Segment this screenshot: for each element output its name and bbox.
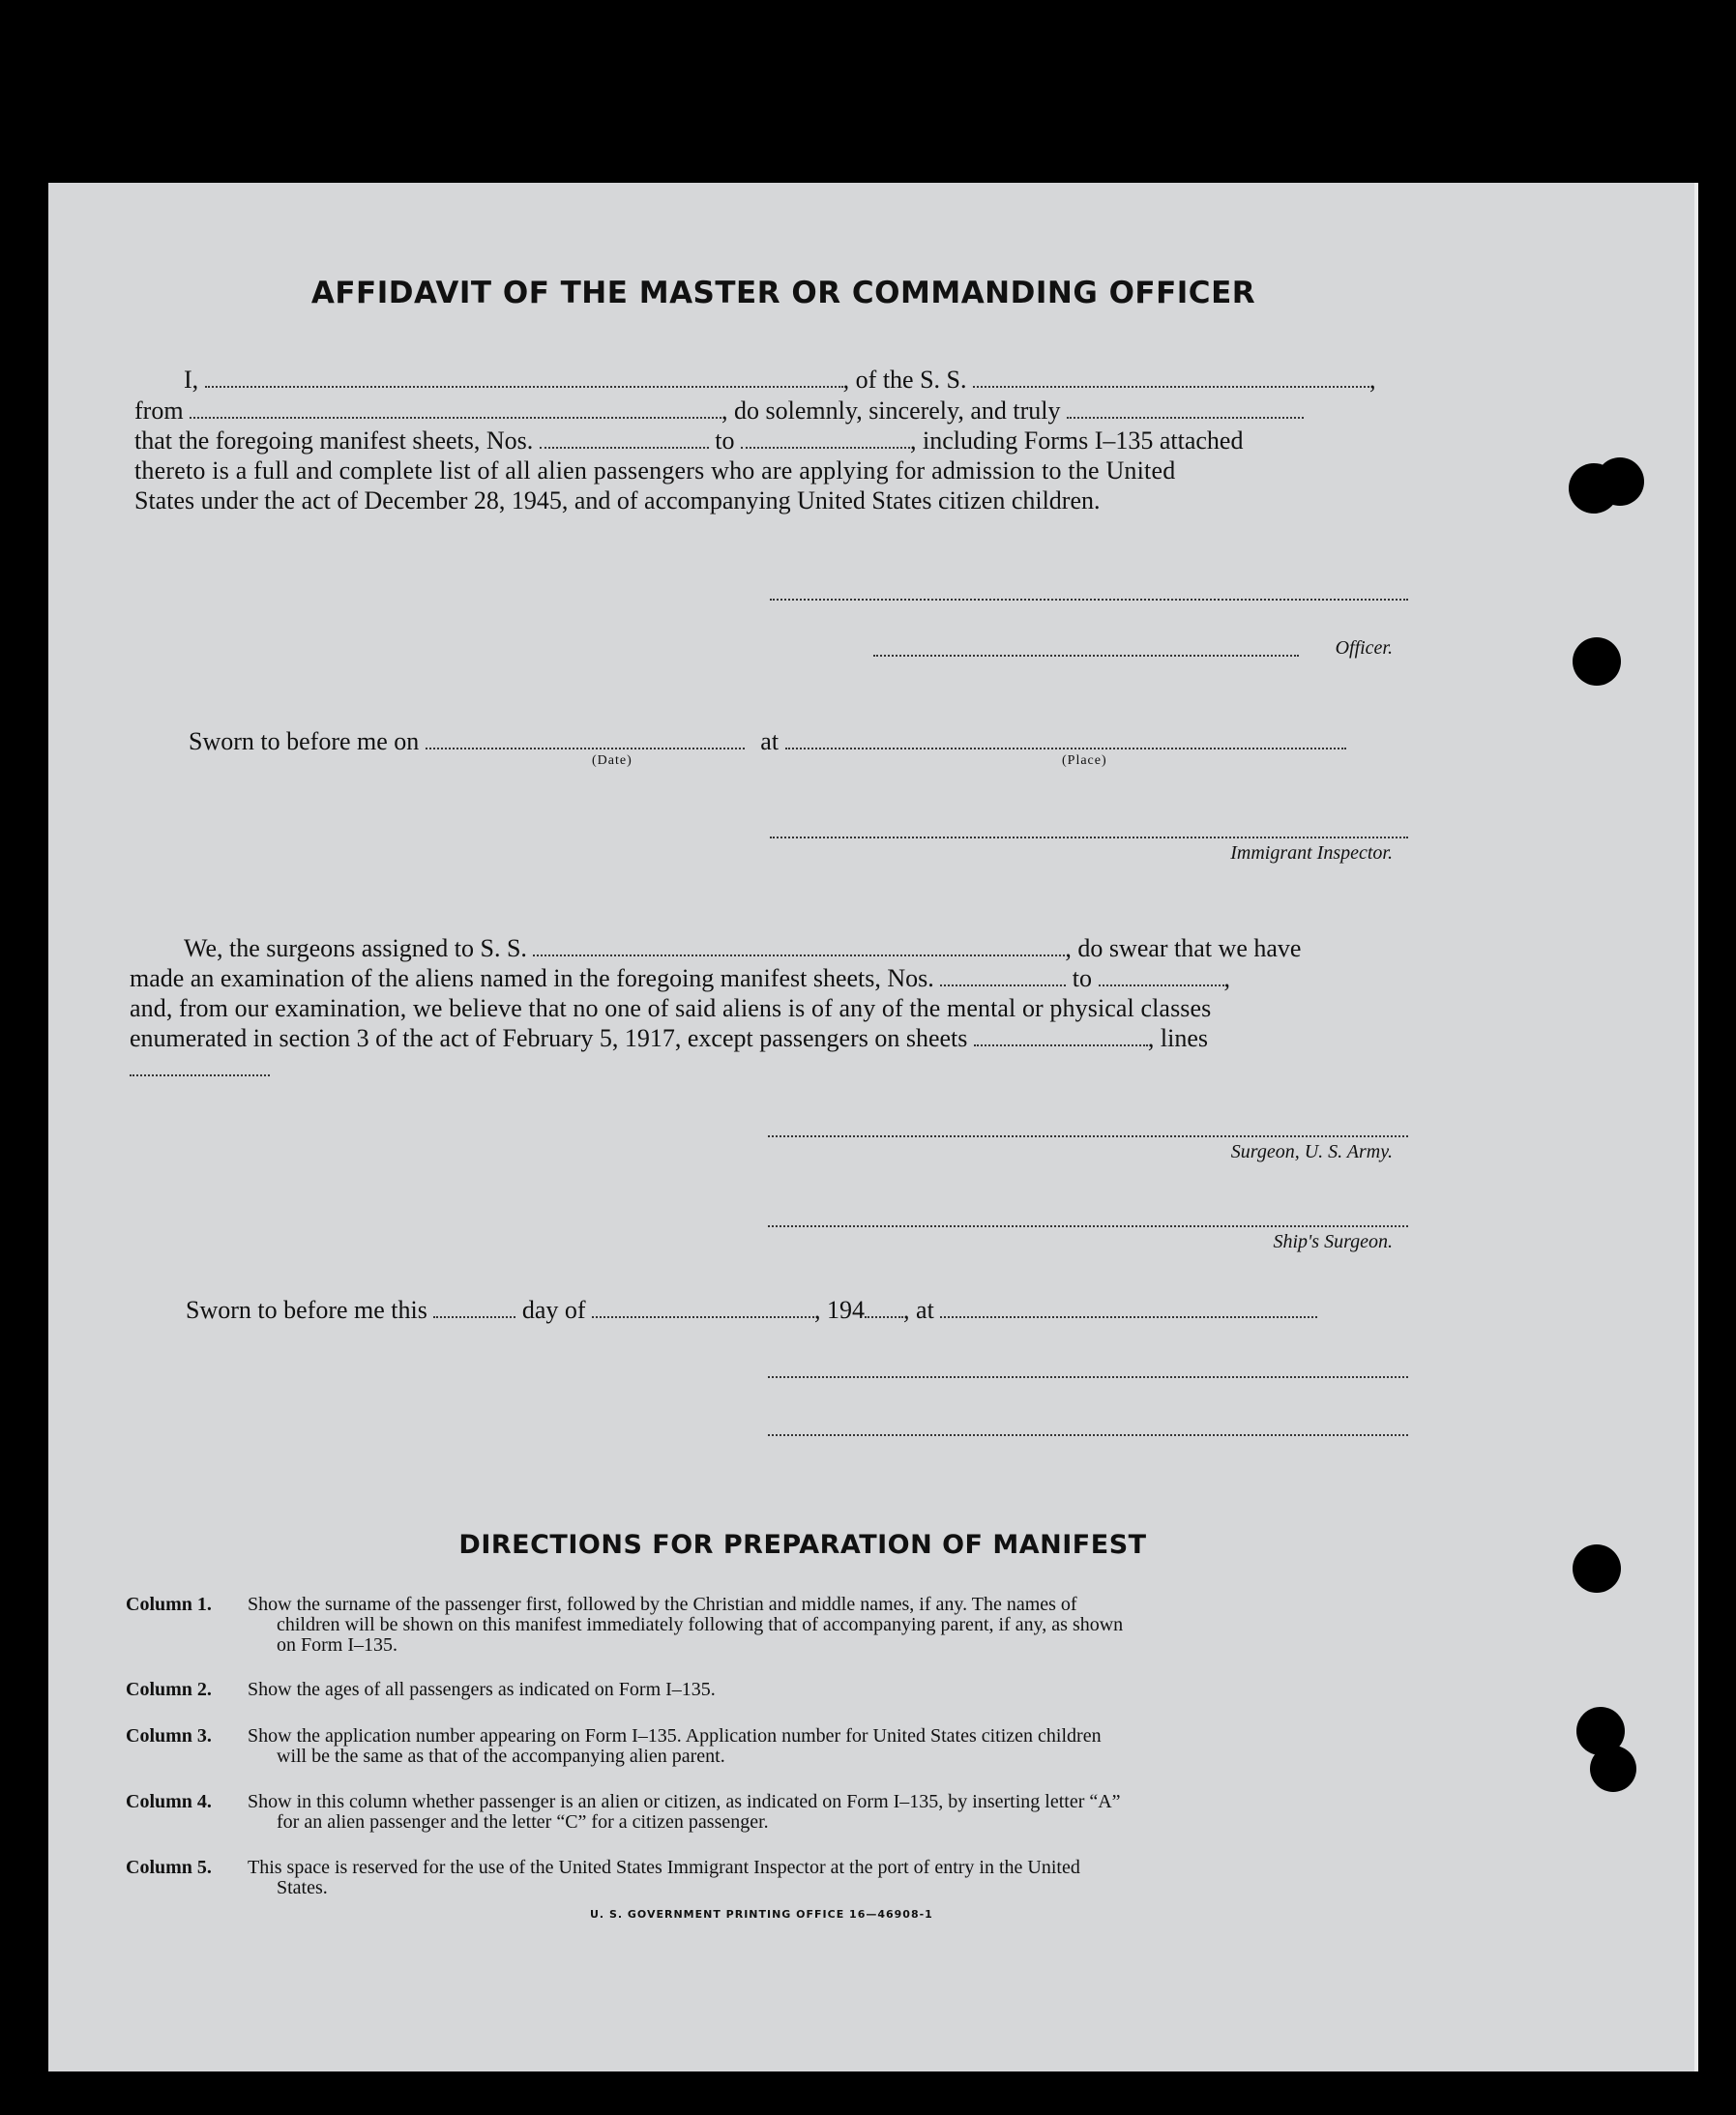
direction-column-2 [126, 1680, 1460, 1700]
text-made-examination: made an examination of the aliens named in the foregoing manifest sheets, Nos. [130, 964, 934, 992]
inspector-caption: Immigrant Inspector. [1230, 842, 1393, 864]
ship-name-blank[interactable] [973, 365, 1369, 388]
direction-text: States. [277, 1877, 328, 1898]
directions-title: DIRECTIONS FOR PREPARATION OF MANIFEST [458, 1530, 1147, 1560]
sworn-place-blank[interactable] [940, 1295, 1317, 1318]
punch-hole [1573, 637, 1621, 686]
text-sworn-this: Sworn to before me this [186, 1296, 427, 1324]
text-do-swear: , do swear that we have [1065, 934, 1302, 962]
army-surgeon-signature-line[interactable] [768, 1135, 1408, 1137]
direction-label: Column 5. [126, 1857, 212, 1878]
surgeon-line-3: and, from our examination, we believe that no one of said aliens is of any of the mental or physical classes [130, 994, 1212, 1022]
text-enumerated: enumerated in section 3 of the act of February 5, 1917, except passengers on sheets [130, 1024, 968, 1052]
surgeon-line-2 [130, 963, 1230, 993]
oath-blank[interactable] [1067, 396, 1304, 419]
direction-text: Show in this column whether passenger is an alien or citizen, as indicated on Form I–135, by inserting letter “A” [248, 1791, 1121, 1812]
text-194: , 194 [814, 1296, 866, 1324]
form-page [48, 183, 1698, 2071]
direction-text: Show the surname of the passenger first, followed by the Christian and middle names, if any. The names of [248, 1594, 1077, 1615]
except-sheets-blank[interactable] [974, 1023, 1148, 1046]
text-do-solemnly: , do solemnly, sincerely, and truly [721, 397, 1061, 425]
place-caption: (Place) [1062, 753, 1107, 768]
surgeon-line-1 [184, 933, 1301, 963]
ships-surgeon-signature-line[interactable] [768, 1225, 1408, 1227]
affidavit-line-1 [184, 365, 1376, 395]
direction-label: Column 2. [126, 1679, 212, 1700]
affidavit-line-4: thereto is a full and complete list of all alien passengers who are applying for admission to the United [134, 456, 1176, 485]
text-comma: , [1369, 366, 1376, 394]
from-port-blank[interactable] [190, 396, 721, 419]
affidavit-line-2 [134, 396, 1304, 426]
text-comma-2: , [1223, 964, 1230, 992]
place-blank[interactable] [785, 726, 1346, 749]
text-to: to [715, 426, 735, 455]
text-at: at [760, 727, 780, 755]
text-day-of: day of [521, 1296, 586, 1324]
text-including-forms: , including Forms I–135 attached [910, 426, 1244, 455]
army-surgeon-caption: Surgeon, U. S. Army. [1230, 1141, 1393, 1162]
text-lines: , lines [1147, 1024, 1209, 1052]
direction-text: on Form I–135. [277, 1634, 397, 1656]
punch-hole [1596, 457, 1644, 506]
punch-hole [1573, 1544, 1621, 1593]
surgeon-sheets-from-blank[interactable] [940, 963, 1066, 986]
punch-hole [1590, 1746, 1636, 1792]
lines-blank[interactable] [130, 1074, 270, 1076]
direction-text: for an alien passenger and the letter “C” for a citizen passenger. [277, 1811, 769, 1833]
text-to-2: to [1072, 964, 1092, 992]
month-blank[interactable] [592, 1295, 814, 1318]
sworn-line-2 [186, 1295, 1317, 1325]
sheets-to-blank[interactable] [741, 426, 910, 449]
date-blank[interactable] [426, 726, 745, 749]
year-blank[interactable] [865, 1295, 903, 1318]
day-blank[interactable] [433, 1295, 515, 1318]
surgeon-ship-blank[interactable] [533, 933, 1065, 956]
text-of-the-ss: , of the S. S. [842, 366, 967, 394]
text-at-2: , at [903, 1296, 934, 1324]
date-caption: (Date) [592, 753, 633, 768]
direction-text: will be the same as that of the accompanying alien parent. [277, 1746, 725, 1767]
ships-surgeon-caption: Ship's Surgeon. [1273, 1231, 1393, 1252]
direction-label: Column 4. [126, 1791, 212, 1812]
printing-office-imprint: U. S. GOVERNMENT PRINTING OFFICE 16—46908-1 [590, 1908, 933, 1921]
surgeon-line-4 [130, 1023, 1208, 1053]
direction-text: This space is reserved for the use of the United States Immigrant Inspector at the port of entry in the United [248, 1857, 1080, 1878]
direction-column-5 [126, 1858, 1460, 1898]
affidavit-line-5: States under the act of December 28, 1945, and of accompanying United States citizen children. [134, 486, 1101, 514]
inspector-signature-line[interactable] [770, 837, 1408, 838]
direction-text: Show the application number appearing on Form I–135. Application number for United States citizen children [248, 1725, 1102, 1747]
text-we-the-surgeons: We, the surgeons assigned to S. S. [184, 934, 527, 962]
direction-column-1 [126, 1595, 1460, 1656]
sheets-from-blank[interactable] [540, 426, 709, 449]
direction-column-4 [126, 1792, 1460, 1833]
text-manifest-sheets: that the foregoing manifest sheets, Nos. [134, 426, 534, 455]
text-from: from [134, 397, 184, 425]
name-blank[interactable] [205, 365, 843, 388]
sworn-line-1 [189, 726, 1346, 756]
direction-text: children will be shown on this manifest immediately following that of accompanying parent, if any, as shown [277, 1614, 1124, 1635]
direction-label: Column 1. [126, 1594, 212, 1615]
official-signature-line-1[interactable] [768, 1376, 1408, 1378]
master-signature-line[interactable] [770, 599, 1408, 601]
surgeon-sheets-to-blank[interactable] [1099, 963, 1224, 986]
text-sworn-on: Sworn to before me on [189, 727, 420, 755]
text-i: I, [184, 366, 199, 394]
official-signature-line-2[interactable] [768, 1434, 1408, 1436]
affidavit-title: AFFIDAVIT OF THE MASTER OR COMMANDING OFFICER [310, 276, 1256, 310]
officer-caption: Officer. [1335, 637, 1393, 659]
affidavit-line-3 [134, 426, 1243, 455]
direction-label: Column 3. [126, 1725, 212, 1747]
direction-column-3 [126, 1726, 1460, 1767]
direction-text: Show the ages of all passengers as indicated on Form I–135. [248, 1679, 716, 1700]
